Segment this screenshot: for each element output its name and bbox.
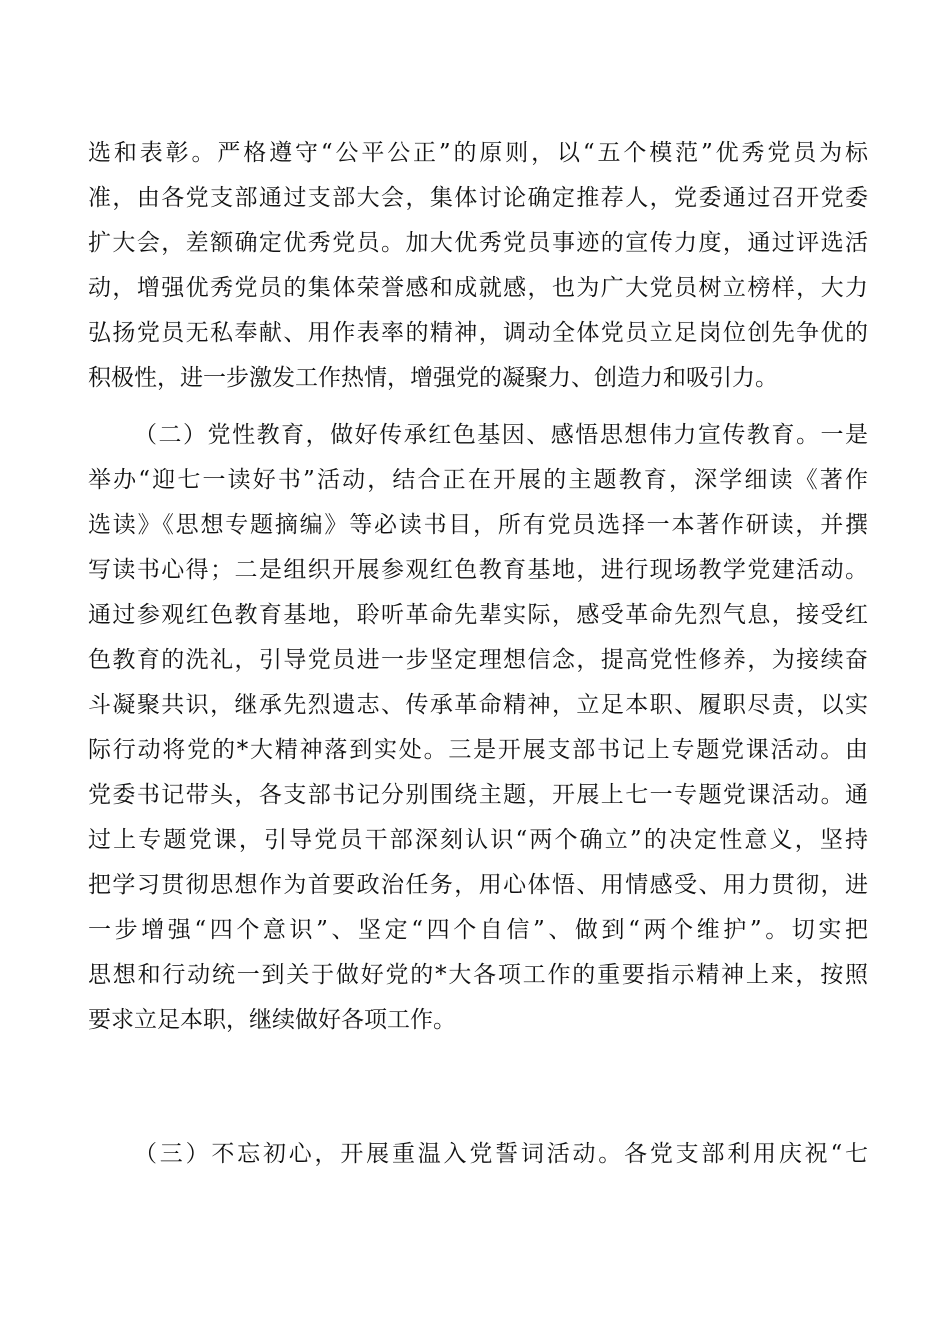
paragraph-line: 斗凝聚共识，继承先烈遗志、传承革命精神，立足本职、履职尽责，以实 <box>88 692 868 718</box>
paragraph-line: 准，由各党支部通过支部大会，集体讨论确定推荐人，党委通过召开党委 <box>88 185 868 211</box>
paragraph-line: 扩大会，差额确定优秀党员。加大优秀党员事迹的宣传力度，通过评选活 <box>88 230 868 256</box>
paragraph-line: 举办“迎七一读好书”活动，结合正在开展的主题教育，深学细读《著作 <box>88 467 868 493</box>
paragraph-line: 思想和行动统一到关于做好党的*大各项工作的重要指示精神上来，按照 <box>88 962 868 988</box>
paragraph-line: 党委书记带头，各支部书记分别围绕主题，开展上七一专题党课活动。通 <box>88 782 868 808</box>
paragraph-line: 积极性，进一步激发工作热情，增强党的凝聚力、创造力和吸引力。 <box>88 365 778 391</box>
paragraph-line: 把学习贯彻思想作为首要政治任务，用心体悟、用情感受、用力贯彻，进 <box>88 872 868 898</box>
paragraph-line: 选和表彰。严格遵守“公平公正”的原则，以“五个模范”优秀党员为标 <box>88 140 868 166</box>
paragraph-line: 要求立足本职，继续做好各项工作。 <box>88 1007 456 1033</box>
paragraph-line: 过上专题党课，引导党员干部深刻认识“两个确立”的决定性意义，坚持 <box>88 827 868 853</box>
paragraph-line: 弘扬党员无私奉献、用作表率的精神，调动全体党员立足岗位创先争优的 <box>88 320 868 346</box>
paragraph-line: （二）党性教育，做好传承红色基因、感悟思想伟力宣传教育。一是 <box>134 422 868 448</box>
paragraph-line: 通过参观红色教育基地，聆听革命先辈实际，感受革命先烈气息，接受红 <box>88 602 868 628</box>
paragraph-line: （三）不忘初心，开展重温入党誓词活动。各党支部利用庆祝“七 <box>134 1141 868 1167</box>
paragraph-line: 一步增强“四个意识”、坚定“四个自信”、做到“两个维护”。切实把 <box>88 917 868 943</box>
paragraph-line: 动，增强优秀党员的集体荣誉感和成就感，也为广大党员树立榜样，大力 <box>88 275 868 301</box>
paragraph-line: 际行动将党的*大精神落到实处。三是开展支部书记上专题党课活动。由 <box>88 737 868 763</box>
paragraph-line: 色教育的洗礼，引导党员进一步坚定理想信念，提高党性修养，为接续奋 <box>88 647 868 673</box>
paragraph-line: 选读》《思想专题摘编》等必读书目，所有党员选择一本著作研读，并撰 <box>88 512 868 538</box>
paragraph-line: 写读书心得；二是组织开展参观红色教育基地，进行现场教学党建活动。 <box>88 557 868 583</box>
